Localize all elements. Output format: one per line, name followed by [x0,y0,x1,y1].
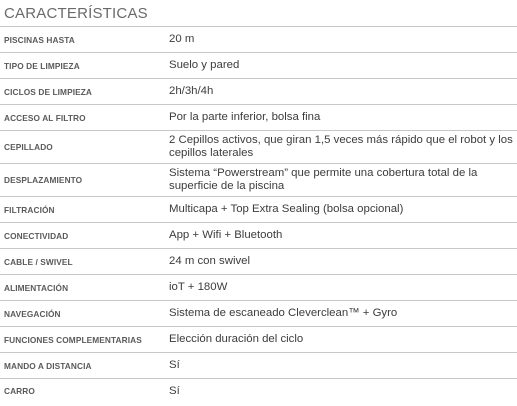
spec-value: 20 m [166,27,517,53]
spec-value: 24 m con swivel [166,249,517,275]
spec-value: Sistema “Powerstream” que permite una cobertura total de la superficie de la piscina [166,164,517,197]
spec-value: Sí [169,384,180,397]
spec-value: Suelo y pared [166,53,517,79]
spec-value: Sistema de escaneado Cleverclean™ + Gyro [166,301,517,327]
spec-label: ALIMENTACIÓN [0,275,166,301]
spec-row-piscinas [0,27,517,53]
spec-label: ACCESO AL FILTRO [0,105,166,131]
spec-row-navegacion [0,301,517,327]
spec-value: Por la parte inferior, bolsa fina [166,105,517,131]
spec-value: Multicapa + Top Extra Sealing (bolsa opcional) [166,197,517,223]
spec-value: Sí [166,353,517,379]
spec-row-funciones [0,327,517,353]
spec-row-tipo-limpieza [0,53,517,79]
spec-label: CONECTIVIDAD [0,223,166,249]
spec-label: CICLOS DE LIMPIEZA [0,79,166,105]
spec-label: TIPO DE LIMPIEZA [0,53,166,79]
spec-label: MANDO A DISTANCIA [0,353,166,379]
spec-value: Elección duración del ciclo [166,327,517,353]
specs-table [0,26,517,403]
spec-row-carro [0,379,517,404]
spec-row-alimentacion [0,275,517,301]
spec-row-mando [0,353,517,379]
spec-row-acceso-filtro [0,105,517,131]
section-title: CARACTERÍSTICAS [4,5,148,22]
spec-label: CEPILLADO [0,131,166,164]
spec-row-ciclos [0,79,517,105]
spec-label: DESPLAZAMIENTO [0,164,166,197]
spec-label: PISCINAS HASTA [0,27,166,53]
spec-value: 2h/3h/4h [166,79,517,105]
spec-row-cable [0,249,517,275]
spec-label: CABLE / SWIVEL [0,249,166,275]
spec-row-cepillado [0,131,517,164]
spec-value: ioT + 180W [166,275,517,301]
spec-value: App + Wifi + Bluetooth [166,223,517,249]
spec-label: NAVEGACIÓN [0,301,166,327]
spec-value: 2 Cepillos activos, que giran 1,5 veces más rápido que el robot y los cepillos laterales [166,131,517,164]
spec-label: FUNCIONES COMPLEMENTARIAS [0,327,166,353]
spec-row-filtracion [0,197,517,223]
spec-label: FILTRACIÓN [0,197,166,223]
spec-label: CARRO [4,386,35,396]
spec-row-desplazamiento [0,164,517,197]
spec-row-conectividad [0,223,517,249]
